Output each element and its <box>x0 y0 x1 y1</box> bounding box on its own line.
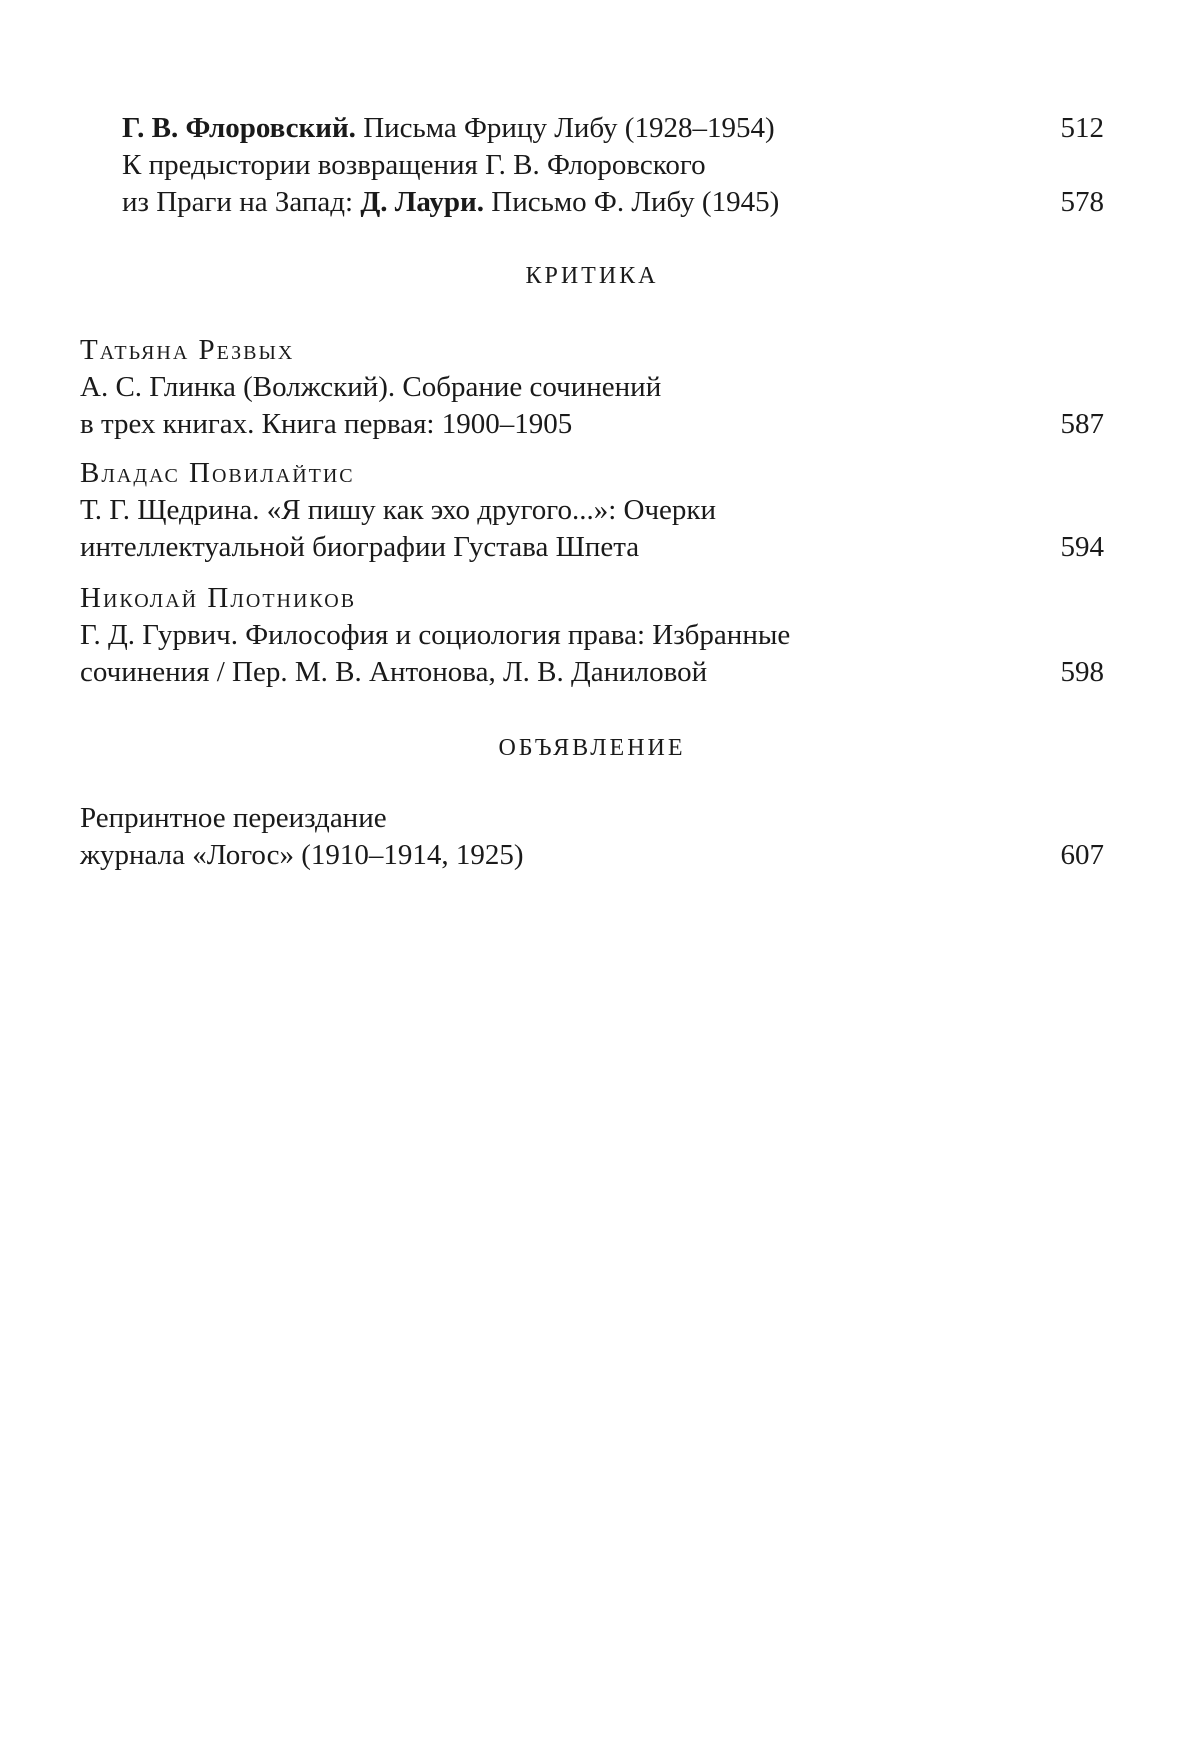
entry-title: К предыстории возвращения Г. В. Флоровского <box>122 149 706 181</box>
entry-page-number: 587 <box>1060 408 1104 440</box>
entry-page-number: 512 <box>1060 112 1104 144</box>
reviewer-name: Владас Повилайтис <box>80 457 355 489</box>
section-heading: ОБЪЯВЛЕНИЕ <box>498 735 686 761</box>
review-title-line: А. С. Глинка (Волжский). Собрание сочинений <box>80 371 662 403</box>
review-title-line: Т. Г. Щедрина. «Я пишу как эхо другого...»: Очерки <box>80 494 717 526</box>
review-entry[interactable] <box>80 580 1104 691</box>
entry-title-prefix: из Праги на Запад: <box>122 186 361 218</box>
announcement-title-line: журнала «Логос» (1910–1914, 1925) <box>80 839 524 871</box>
entry-title: Письма Фрицу Либу (1928–1954) <box>355 112 775 144</box>
entry-author: Д. Лаури. <box>360 186 485 218</box>
entry-title: Письмо Ф. Либу (1945) <box>484 186 780 218</box>
review-title-line: в трех книгах. Книга первая: 1900–1905 <box>80 408 573 440</box>
entry-page-number: 594 <box>1060 531 1104 563</box>
review-entry[interactable] <box>80 455 1104 566</box>
review-title-line: интеллектуальной биографии Густава Шпета <box>80 531 640 563</box>
toc-entry-line[interactable] <box>80 147 1104 184</box>
review-title-line: сочинения / Пер. М. В. Антонова, Л. В. Даниловой <box>80 656 708 688</box>
entry-page-number: 598 <box>1060 656 1104 688</box>
reviewer-name: Николай Плотников <box>80 582 357 614</box>
top-entries <box>80 110 1104 221</box>
review-title-line: Г. Д. Гурвич. Философия и социология права: Избранные <box>80 619 791 651</box>
entry-author: Г. В. Флоровский. <box>122 112 356 144</box>
entry-page-number: 578 <box>1060 186 1104 218</box>
review-entry[interactable] <box>80 332 1104 443</box>
section-criticism <box>80 263 1104 290</box>
toc-entry[interactable] <box>80 184 1104 221</box>
section-heading: КРИТИКА <box>525 263 659 289</box>
announcement-entry[interactable] <box>80 800 1104 874</box>
reviewer-name: Татьяна Резвых <box>80 334 295 366</box>
toc-entry[interactable] <box>80 110 1104 147</box>
announcement-title-line: Репринтное переиздание <box>80 802 387 834</box>
section-announcement <box>80 735 1104 762</box>
entry-page-number: 607 <box>1060 839 1104 871</box>
